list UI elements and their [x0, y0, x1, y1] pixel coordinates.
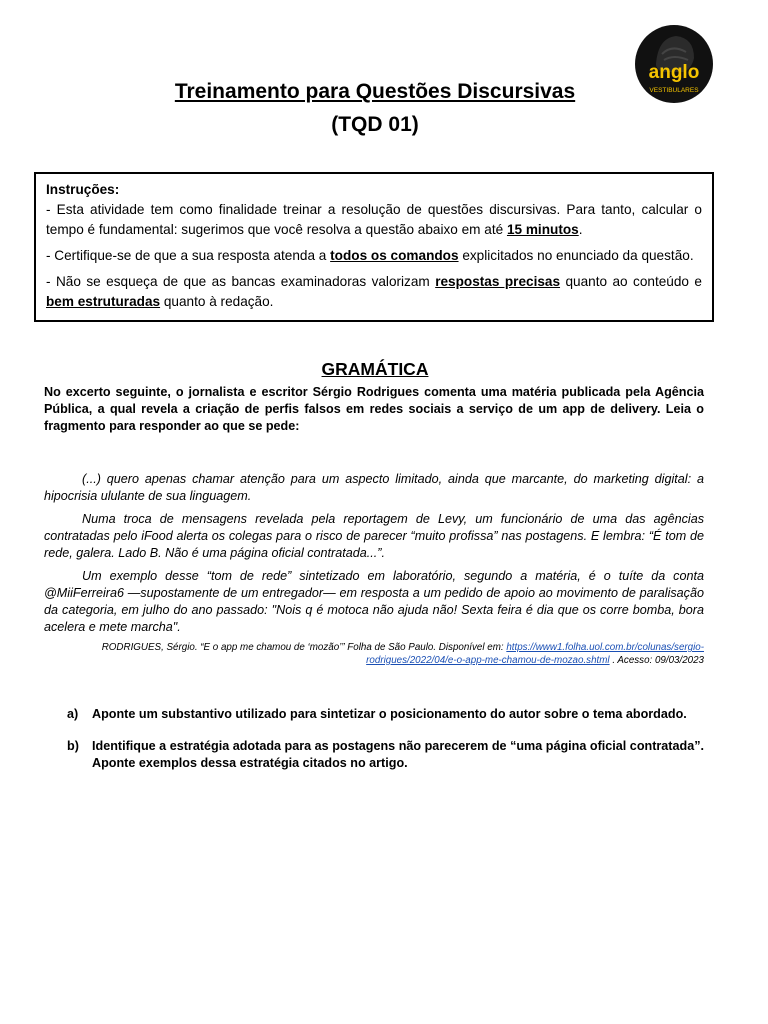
section-title: GRAMÁTICA — [321, 359, 429, 379]
page-code: (TQD 01) — [331, 113, 419, 136]
source-link[interactable]: https://www1.folha.uol.com.br/colunas/sergio-rodrigues/2022/04/e-o-app-me-chamou-de-mozao.shtml — [366, 642, 704, 666]
logo-text: anglo — [648, 62, 700, 83]
excerpt-paragraph-1: (...) quero apenas chamar atenção para um aspecto limitado, ainda que marcante, do marketing digital: a hipocrisia ululante de sua linguagem. — [44, 472, 704, 503]
instruction-2: - Certifique-se de que a sua resposta atenda a todos os comandos explicitados no enunciado da questão. — [46, 248, 694, 263]
logo-subtext: VESTIBULARES — [649, 87, 699, 94]
instruction-3: - Não se esqueça de que as bancas examinadoras valorizam respostas precisas quanto ao conteúdo e bem estruturadas quanto à redação. — [46, 274, 702, 309]
questions-list — [67, 706, 704, 787]
question-text: Aponte um substantivo utilizado para sintetizar o posicionamento do autor sobre o tema abordado. — [92, 707, 687, 721]
question-label: b) — [67, 739, 79, 753]
page-title: Treinamento para Questões Discursivas — [174, 80, 576, 103]
question-b — [67, 738, 704, 772]
excerpt-paragraph-2: Numa troca de mensagens revelada pela reportagem de Levy, um funcionário de uma das agências contratadas pelo iFood alerta os colegas para o risco de parecer “muito profissa” nas postagens. E lembra: “É tom de rede, galera. Lado B. Não é uma página oficial contratada...”. — [44, 512, 704, 560]
excerpt — [44, 471, 704, 642]
question-label: a) — [67, 707, 79, 721]
instructions-box — [34, 172, 714, 322]
instruction-1: - Esta atividade tem como finalidade treinar a resolução de questões discursivas. Para tanto, calcular o tempo é fundamental: sugerimos que você resolva a questão abaixo em até 15 minutos. — [46, 202, 702, 237]
question-a — [67, 706, 704, 723]
question-text: Identifique a estratégia adotada para as postagens não parecerem de “uma página oficial contratada”. Aponte exemplos dessa estratégia citados no artigo. — [92, 739, 704, 770]
excerpt-paragraph-3: Um exemplo desse “tom de rede” sintetizado em laboratório, segundo a matéria, é o tuíte da conta @MiiFerreira6 —supostamente de um entregador— em resposta a um pedido de apoio ao movimento de paralisação da categoria, em julho do ano passado: "Nois q é motoca não ajuda não! Sexta feira é dia que os corre bomba, bora acelera e mete marcha". — [44, 569, 704, 634]
source-citation: RODRIGUES, Sérgio. “E o app me chamou de ‘mozão’” Folha de São Paulo. Disponível em: https://www1.folha.uol.com.br/colunas/sergio-rodrigues/2022/04/e-o-app-me-chamou-de-mozao.shtml . Acesso: 09/03/2023 — [101, 642, 704, 666]
intro-text: No excerto seguinte, o jornalista e escritor Sérgio Rodrigues comenta uma matéria publicada pela Agência Pública, a qual revela a criação de perfis falsos em redes sociais a serviço de um app de delivery. Leia o fragmento para responder ao que se pede: — [44, 385, 704, 433]
instructions-heading: Instruções: — [46, 182, 120, 197]
